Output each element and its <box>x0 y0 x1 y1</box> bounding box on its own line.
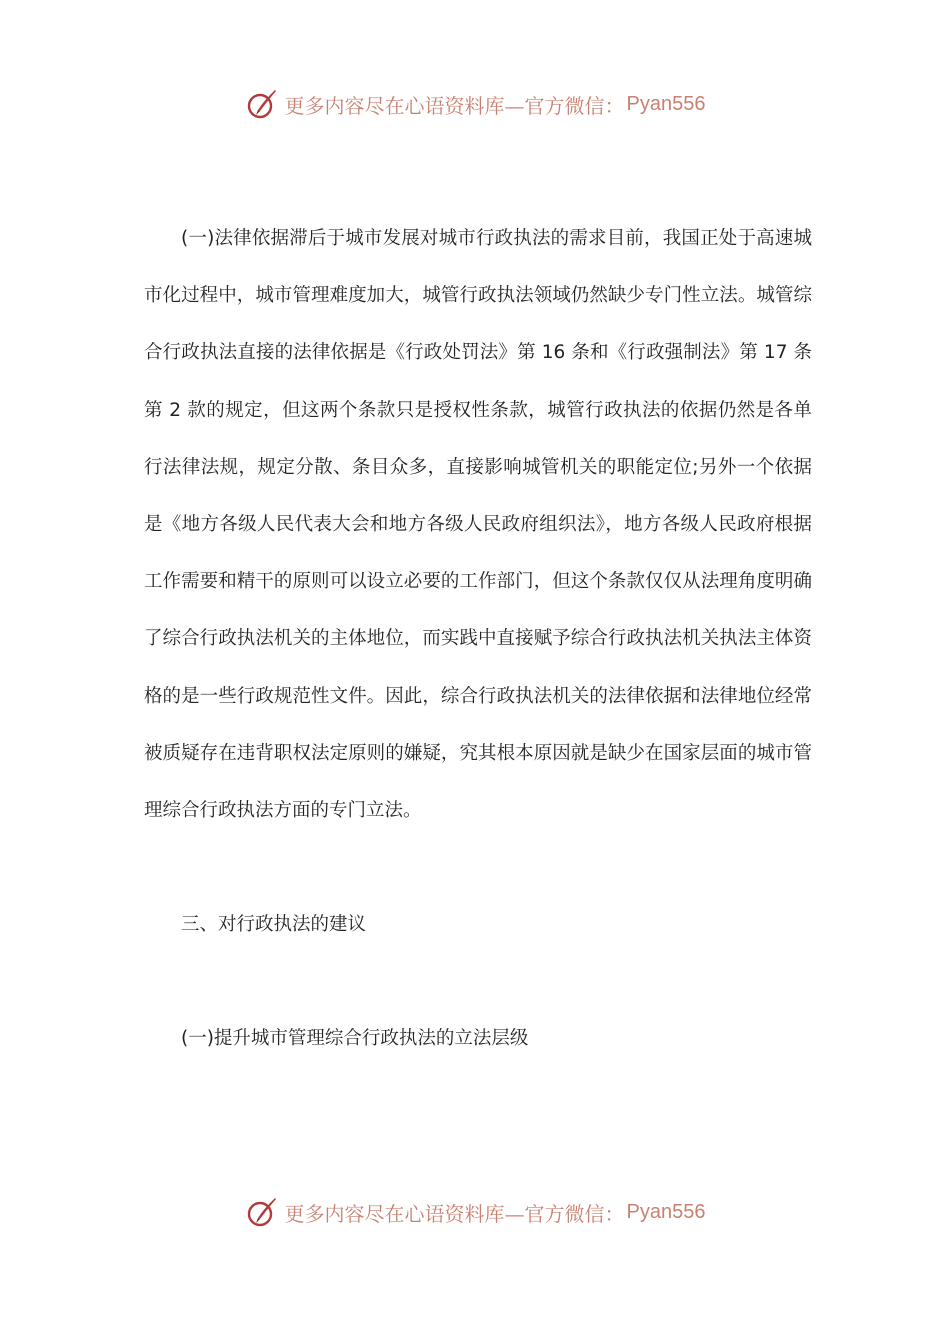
watermark-header <box>0 82 950 126</box>
watermark-footer <box>0 1190 950 1234</box>
watermark-wechat-id: Pyan556 <box>626 92 706 115</box>
document-body <box>144 210 812 839</box>
section-heading: 三、对行政执法的建议 <box>181 914 367 935</box>
subsection-heading: (一)提升城市管理综合行政执法的立法层级 <box>181 1028 529 1049</box>
watermark-text: 更多内容尽在心语资料库—官方微信： <box>284 1201 625 1226</box>
body-paragraph: (一)法律依据滞后于城市发展对城市行政执法的需求目前，我国正处于高速城市化过程中，城市管理难度加大，城管行政执法领域仍然缺少专门性立法。城管综合行政执法直接的法律依据是《行政处罚法》第 16 条和《行政强制法》第 17 条第 2 款的规定，但这两个条款只是授权性条款，城管行政执法的依据仍然是各单行法律法规，规定分散、条目众多，直接影响城管机关的职能定位;另外一个依据是《地方各级人民代表大会和地方各级人民政府组织法》，地方各级人民政府根据工作需要和精干的原则可以设立必要的工作部门，但这个条款仅仅从法理角度明确了综合行政执法机关的主体地位，而实践中直接赋予综合行政执法机关执法主体资格的是一些行政规范性文件。因此，综合行政执法机关的法律依据和法律地位经常被质疑存在违背职权法定原则的嫌疑，究其根本原因就是缺少在国家层面的城市管理综合行政执法方面的专门立法。 <box>144 228 812 822</box>
watermark-wechat-id: Pyan556 <box>626 1200 706 1223</box>
quill-logo-icon <box>245 86 281 122</box>
quill-logo-icon <box>245 1194 281 1230</box>
watermark-text: 更多内容尽在心语资料库—官方微信： <box>284 93 625 118</box>
